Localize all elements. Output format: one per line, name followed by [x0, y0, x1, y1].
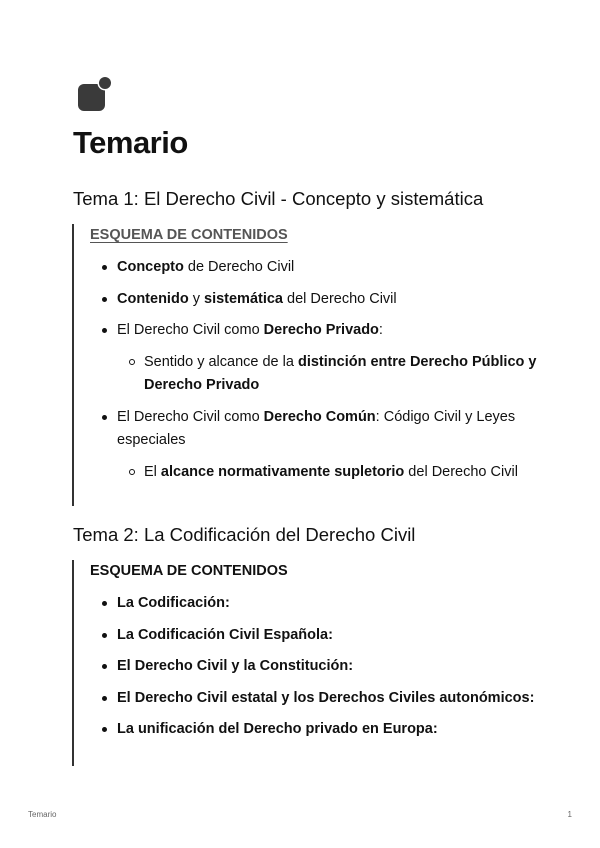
sub-list — [117, 461, 550, 484]
bold-text: sistemática — [204, 290, 283, 307]
list-item: El Derecho Civil como Derecho Privado: Sentido y alcance de la distinción entre Derecho Público y Derecho Privado — [90, 319, 550, 397]
schema-heading: ESQUEMA DE CONTENIDOS — [90, 563, 288, 579]
list-item: Concepto de Derecho Civil — [90, 256, 550, 279]
bold-text: distinción entre Derecho Público y Derecho Privado — [144, 354, 537, 393]
page-title: Temario — [73, 125, 188, 160]
footer-title: Temario — [28, 810, 57, 819]
list-item: El Derecho Civil como Derecho Común: Código Civil y Leyes especiales El alcance normativamente supletorio del Derecho Civil — [90, 406, 550, 484]
bold-text: Contenido — [117, 290, 189, 307]
bold-text: Derecho Común — [263, 408, 376, 425]
bold-text: La unificación del Derecho privado en Europa: — [117, 721, 438, 737]
bold-text: La Codificación Civil Española: — [117, 626, 333, 643]
list-item — [90, 624, 550, 647]
section-heading: Tema 2: La Codificación del Derecho Civil — [73, 524, 416, 545]
schema-heading: ESQUEMA DE CONTENIDOS — [90, 227, 288, 243]
page-number: 1 — [567, 810, 572, 819]
quote-block — [72, 560, 550, 766]
list-item: Contenido y sistemática del Derecho Civil — [90, 288, 550, 311]
topic-list — [90, 256, 550, 484]
sub-list-item: Sentido y alcance de la distinción entre Derecho Público y Derecho Privado — [117, 351, 550, 397]
quote-block — [72, 224, 550, 506]
bold-text: El Derecho Civil estatal y los Derechos Civiles autonómicos: — [117, 689, 535, 706]
app-icon — [77, 76, 113, 112]
sub-list-item: El alcance normativamente supletorio del Derecho Civil — [117, 461, 550, 484]
section-heading: Tema 1: El Derecho Civil - Concepto y sistemática — [73, 188, 484, 209]
bold-text: Concepto — [117, 259, 184, 275]
list-item — [90, 687, 550, 710]
topic-list — [90, 592, 550, 741]
sub-list — [117, 351, 550, 397]
list-item — [90, 718, 550, 741]
bold-text: Derecho Privado — [263, 322, 379, 338]
bold-text: alcance normativamente supletorio — [160, 463, 405, 480]
list-item — [90, 592, 550, 615]
list-item — [90, 655, 550, 678]
bold-text: El Derecho Civil y la Constitución: — [117, 658, 354, 674]
bold-text: La Codificación: — [117, 595, 230, 611]
